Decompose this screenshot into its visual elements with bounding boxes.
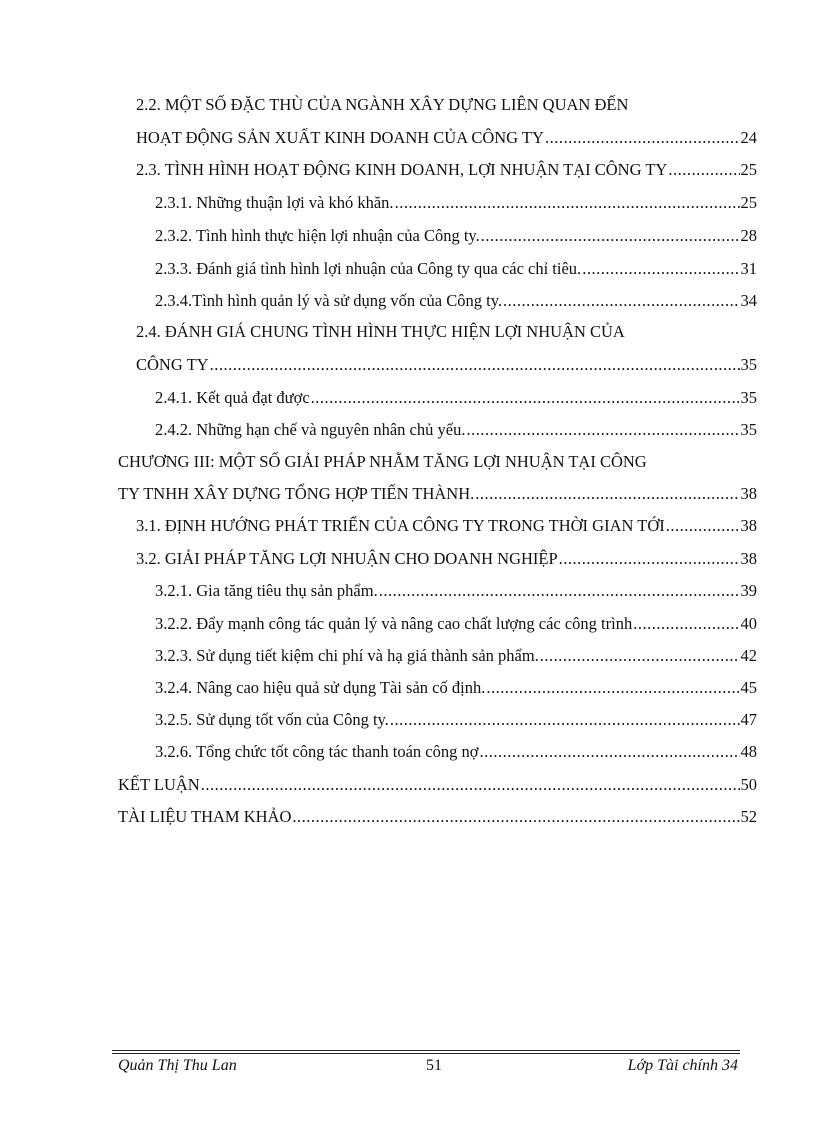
toc-entry-text: 3.2.4. Nâng cao hiệu quả sử dụng Tài sản cố định.	[155, 678, 486, 697]
leader-dots	[559, 548, 740, 570]
leader-dots	[395, 192, 740, 214]
toc-page-number: 47	[740, 710, 757, 729]
footer-author: Quản Thị Thu Lan	[118, 1057, 237, 1074]
toc-entry-text: 2.3. TÌNH HÌNH HOẠT ĐỘNG KINH DOANH, LỢI NHUẬN TẠI CÔNG TY	[136, 160, 668, 179]
toc-page-number: 45	[740, 678, 757, 697]
toc-page-number: 39	[740, 581, 757, 600]
toc-entry-3-2-1[interactable]	[155, 580, 757, 602]
toc-entry-text: TÀI LIỆU THAM KHẢO	[118, 807, 292, 826]
toc-entry-2-3-2[interactable]	[155, 225, 757, 247]
toc-page-number: 25	[740, 193, 757, 212]
leader-dots	[481, 225, 740, 247]
toc-entry-2-4-2[interactable]	[155, 419, 757, 441]
leader-dots	[666, 515, 740, 537]
toc-entry-conclusion[interactable]	[118, 774, 757, 796]
toc-entry-text: 2.3.3. Đánh giá tình hình lợi nhuận của Công ty qua các chỉ tiêu.	[155, 259, 582, 278]
toc-entry-text: 3.2.5. Sử dụng tốt vốn của Công ty.	[155, 710, 389, 729]
toc-page-number: 35	[740, 355, 757, 374]
toc-page-number: 40	[740, 614, 757, 633]
toc-entry-text: 2.3.1. Những thuận lợi và khó khăn.	[155, 193, 394, 212]
leader-dots	[390, 709, 740, 731]
toc-entry-text: 3.2.1. Gia tăng tiêu thụ sản phẩm.	[155, 581, 378, 600]
toc-entry-3-2-2[interactable]	[155, 613, 757, 635]
toc-entry-3-1[interactable]	[136, 515, 757, 537]
toc-entry-text: TY TNHH XÂY DỰNG TỔNG HỢP TIẾN THÀNH.	[118, 484, 475, 503]
toc-entry-3-2-6[interactable]	[155, 741, 757, 763]
toc-page-number: 50	[740, 775, 757, 794]
toc-page-number: 34	[740, 291, 757, 310]
toc-page-number: 42	[740, 646, 757, 665]
toc-page-number: 38	[740, 549, 757, 568]
leader-dots	[311, 387, 740, 409]
toc-page-number: 48	[740, 742, 757, 761]
toc-entry-2-3-1[interactable]	[155, 192, 757, 214]
leader-dots	[486, 677, 739, 699]
footer-class: Lớp Tài chính 34	[627, 1057, 738, 1074]
footer-divider	[112, 1053, 740, 1054]
toc-entry-chapter-3-line1[interactable]: CHƯƠNG III: MỘT SỐ GIẢI PHÁP NHẰM TĂNG LỢI NHUẬN TẠI CÔNG	[118, 452, 647, 471]
leader-dots	[582, 258, 739, 280]
leader-dots	[668, 159, 739, 181]
leader-dots	[475, 483, 739, 505]
toc-entry-text: 2.3.2. Tình hình thực hiện lợi nhuận của Công ty.	[155, 226, 480, 245]
toc-entry-2-3-4[interactable]	[155, 290, 757, 312]
toc-entry-text: 2.3.4.Tình hình quản lý và sử dụng vốn của Công ty.	[155, 291, 503, 310]
toc-entry-text: HOẠT ĐỘNG SẢN XUẤT KINH DOANH CỦA CÔNG TY	[136, 128, 544, 147]
toc-page-number: 28	[740, 226, 757, 245]
toc-entry-text: KẾT LUẬN	[118, 775, 200, 794]
toc-entry-text: 2.4.1. Kết quả đạt được	[155, 388, 310, 407]
leader-dots	[503, 290, 739, 312]
toc-entry-text: 3.1. ĐỊNH HƯỚNG PHÁT TRIỂN CỦA CÔNG TY TRONG THỜI GIAN TỚI	[136, 516, 665, 535]
toc-entry-references[interactable]	[118, 806, 757, 828]
leader-dots	[210, 354, 740, 376]
footer-page-number: 51	[426, 1057, 442, 1074]
toc-page-number: 52	[740, 807, 757, 826]
toc-entry-text: 3.2.6. Tổng chức tốt công tác thanh toán công nợ	[155, 742, 479, 761]
toc-page-number: 25	[740, 160, 757, 179]
toc-page-number: 38	[740, 484, 757, 503]
leader-dots	[545, 127, 740, 149]
toc-entry-2-4[interactable]	[136, 354, 757, 376]
toc-entry-chapter-3[interactable]	[118, 483, 757, 505]
toc-entry-2-3[interactable]	[136, 159, 757, 181]
toc-entry-2-2[interactable]	[136, 127, 757, 149]
toc-page-number: 35	[740, 420, 757, 439]
toc-page-number: 31	[740, 259, 757, 278]
toc-entry-3-2[interactable]	[136, 548, 757, 570]
toc-page-number: 38	[740, 516, 757, 535]
toc-entry-text: 3.2. GIẢI PHÁP TĂNG LỢI NHUẬN CHO DOANH NGHIỆP	[136, 549, 558, 568]
leader-dots	[540, 645, 740, 667]
toc-entry-3-2-3[interactable]	[155, 645, 757, 667]
toc-entry-2-3-3[interactable]	[155, 258, 757, 280]
leader-dots	[201, 774, 740, 796]
toc-entry-text: 3.2.2. Đẩy mạnh công tác quản lý và nâng cao chất lượng các công trình	[155, 614, 633, 633]
leader-dots	[292, 806, 739, 828]
toc-entry-2-4-line1[interactable]: 2.4. ĐÁNH GIÁ CHUNG TÌNH HÌNH THỰC HIỆN LỢI NHUẬN CỦA	[136, 322, 625, 341]
leader-dots	[479, 741, 739, 763]
toc-entry-text: 2.4.2. Những hạn chế và nguyên nhân chủ yếu.	[155, 420, 466, 439]
toc-page-number: 24	[740, 128, 757, 147]
toc-entry-text: CÔNG TY	[136, 355, 209, 374]
toc-page-number: 35	[740, 388, 757, 407]
toc-entry-2-2-line1[interactable]: 2.2. MỘT SỐ ĐẶC THÙ CỦA NGÀNH XÂY DỰNG LIÊN QUAN ĐẾN	[136, 95, 629, 114]
toc-entry-3-2-5[interactable]	[155, 709, 757, 731]
toc-entry-text: 3.2.3. Sử dụng tiết kiệm chi phí và hạ giá thành sản phẩm.	[155, 646, 539, 665]
toc-entry-2-4-1[interactable]	[155, 387, 757, 409]
leader-dots	[633, 613, 739, 635]
leader-dots	[379, 580, 740, 602]
footer-divider	[112, 1050, 740, 1051]
leader-dots	[466, 419, 739, 441]
toc-entry-3-2-4[interactable]	[155, 677, 757, 699]
